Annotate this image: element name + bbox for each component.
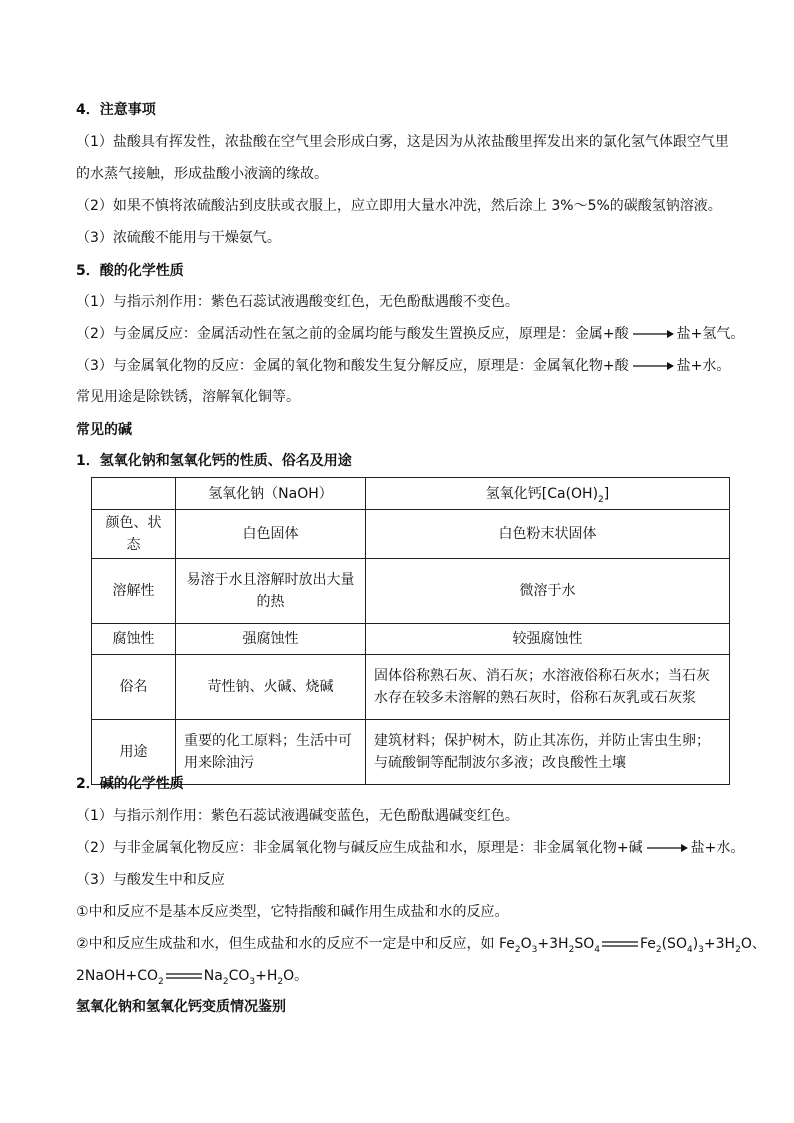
table-row xyxy=(92,624,730,655)
section-5-item-3 xyxy=(76,357,730,375)
table-row xyxy=(92,655,730,720)
section-5-item-2-product: 盐+氢气。 xyxy=(676,326,745,342)
section-5-item-2-text: （2）与金属反应：金属活动性在氢之前的金属均能与酸发生置换反应，原理是：金属+酸 xyxy=(76,326,629,342)
neutralization-note-1: ①中和反应不是基本反应类型，它特指酸和碱作用生成盐和水的反应。 xyxy=(76,904,509,920)
table-cell: 强腐蚀性 xyxy=(176,624,366,655)
table-cell: 较强腐蚀性 xyxy=(366,624,730,655)
table-cell: 微溶于水 xyxy=(366,559,730,624)
equation-1-right: $Fe_2(SO_4)_3+3H_2O$、 xyxy=(639,936,766,955)
table-row-label: 腐蚀性 xyxy=(92,624,176,655)
bases-item-1: （1）与指示剂作用：紫色石蕊试液遇碱变蓝色，无色酚酞遇碱变红色。 xyxy=(76,808,519,824)
final-heading: 氢氧化钠和氢氧化钙变质情况鉴别 xyxy=(76,999,286,1015)
table-header-cell: 氢氧化钠（NaOH） xyxy=(176,478,366,510)
table-row xyxy=(92,720,730,785)
subscript: 2 xyxy=(598,494,604,505)
section-4-item-1-line-2: 的水蒸气接触，形成盐酸小液滴的缘故。 xyxy=(76,166,328,182)
neutralization-note-2 xyxy=(76,935,766,953)
section-4-title: 4．注意事项 xyxy=(76,102,156,118)
hydroxide-properties-table xyxy=(91,477,730,785)
equation-2-right: $Na_2CO_3+H_2O$。 xyxy=(203,968,309,987)
bases-item-2 xyxy=(76,839,744,857)
table-row-label: 溶解性 xyxy=(92,559,176,624)
section-5-item-3-text: （3）与金属氧化物的反应：金属的氧化物和酸发生复分解反应，原理是：金属氧化物+酸 xyxy=(76,358,629,374)
table-cell: 白色固体 xyxy=(176,510,366,559)
section-5-item-3-product: 盐+水。 xyxy=(676,358,731,374)
reaction-arrow-icon xyxy=(631,360,675,372)
table-row-label: 用途 xyxy=(92,720,176,785)
table-row xyxy=(92,510,730,559)
table-cell: 易溶于水且溶解时放出大量的热 xyxy=(176,559,366,624)
table-row-label: 俗名 xyxy=(92,655,176,720)
bases-heading: 常见的碱 xyxy=(76,422,132,438)
bases-subheading-1: 1．氢氧化钠和氢氧化钙的性质、俗名及用途 xyxy=(76,453,352,469)
bases-subheading-2: 2．碱的化学性质 xyxy=(76,776,184,792)
bases-item-2-product: 盐+水。 xyxy=(690,840,745,856)
table-cell: 苛性钠、火碱、烧碱 xyxy=(176,655,366,720)
section-5-item-1: （1）与指示剂作用：紫色石蕊试液遇酸变红色，无色酚酞遇酸不变色。 xyxy=(76,294,519,310)
table-row xyxy=(92,559,730,624)
section-5-item-2 xyxy=(76,325,744,343)
equals-sign-icon xyxy=(601,939,639,949)
equals-sign-icon xyxy=(165,971,203,981)
section-4-item-1-line-1: （1）盐酸具有挥发性，浓盐酸在空气里会形成白雾，这是因为从浓盐酸里挥发出来的氯化氢气体跟空气里 xyxy=(76,134,729,150)
section-5-note: 常见用途是除铁锈，溶解氧化铜等。 xyxy=(76,389,300,405)
section-4-item-3: （3）浓硫酸不能用与干燥氨气。 xyxy=(76,230,281,246)
neutralization-equation-2 xyxy=(76,967,308,985)
table-cell: 建筑材料；保护树木，防止其冻伤，并防止害虫生卵；与硫酸铜等配制波尔多液；改良酸性土壤 xyxy=(366,720,730,785)
calcium-hydroxide-label: 氢氧化钙[Ca(OH) xyxy=(485,485,599,502)
table-row-label: 颜色、状态 xyxy=(92,510,176,559)
table-cell: 固体俗称熟石灰、消石灰；水溶液俗称石灰水；当石灰水存在较多未溶解的熟石灰时，俗称石灰乳或石灰浆 xyxy=(366,655,730,720)
section-5-title: 5．酸的化学性质 xyxy=(76,263,184,279)
table-header-row xyxy=(92,478,730,510)
bases-item-2-text: （2）与非金属氧化物反应：非金属氧化物与碱反应生成盐和水，原理是：非金属氧化物+碱 xyxy=(76,840,643,856)
equation-2-left: $2NaOH+CO_2$ xyxy=(76,968,164,987)
bases-item-3: （3）与酸发生中和反应 xyxy=(76,872,225,888)
table-cell: 重要的化工原料；生活中可用来除油污 xyxy=(176,720,366,785)
section-4-item-2: （2）如果不慎将浓硫酸沾到皮肤或衣服上，应立即用大量水冲洗，然后涂上 3%～5%的碳酸氢钠溶液。 xyxy=(76,198,722,214)
reaction-arrow-icon xyxy=(645,842,689,854)
note-2-text: ②中和反应生成盐和水，但生成盐和水的反应不一定是中和反应，如 xyxy=(76,936,499,952)
equation-1-left: $Fe_2O_3+3H_2SO_4$ xyxy=(499,936,600,955)
bracket: ] xyxy=(603,485,610,502)
table-cell: 白色粉末状固体 xyxy=(366,510,730,559)
table-header-cell xyxy=(92,478,176,510)
reaction-arrow-icon xyxy=(631,328,675,340)
table-header-cell xyxy=(366,478,730,510)
